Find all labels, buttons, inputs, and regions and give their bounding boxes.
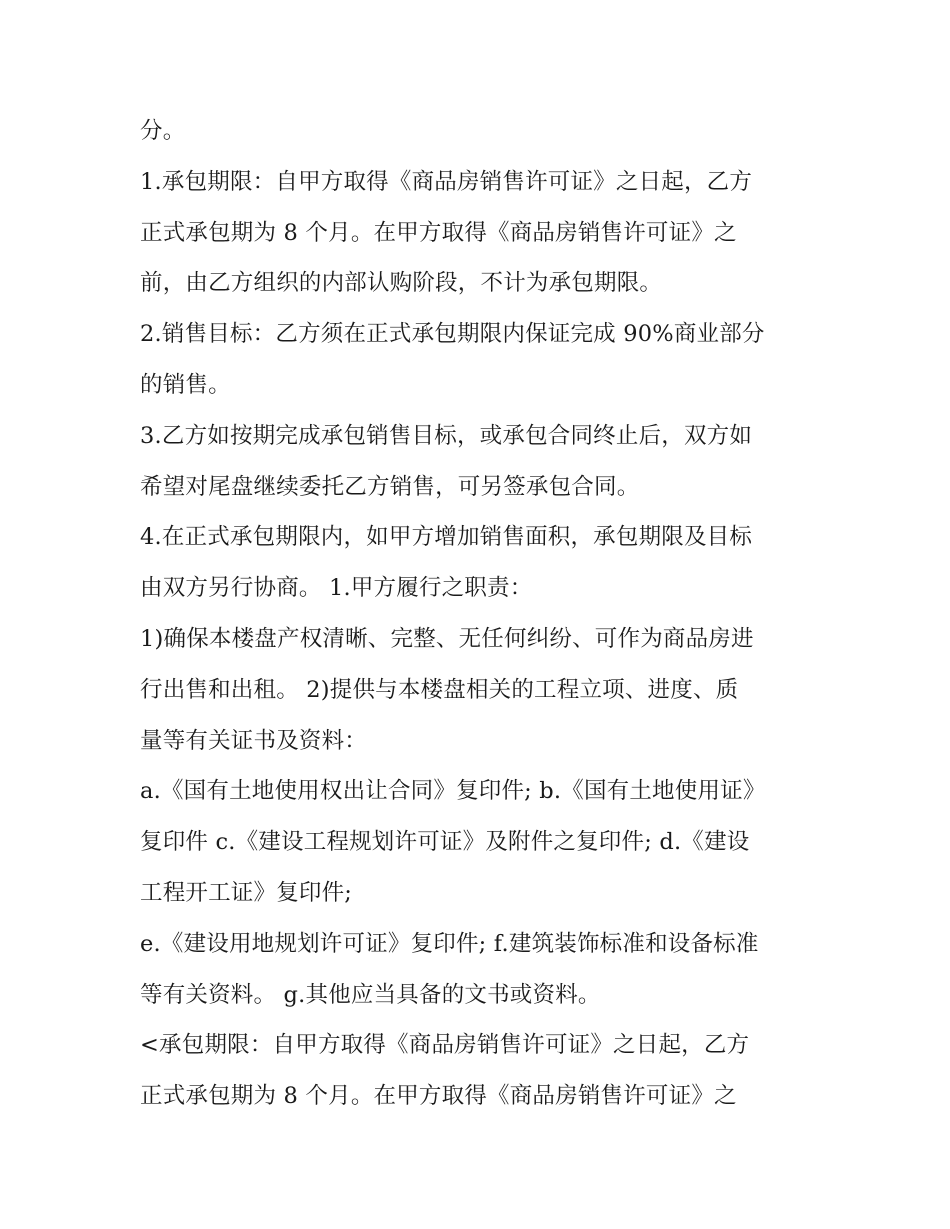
text-line: 量等有关证书及资料： <box>140 727 368 754</box>
text-line: 希望对尾盘继续委托乙方销售，可另签承包合同。 <box>140 473 640 500</box>
text-line: 工程开工证》复印件; <box>140 879 353 906</box>
text-line: 前，由乙方组织的内部认购阶段，不计为承包期限。 <box>140 270 663 297</box>
text-line: 分。 <box>140 118 186 144</box>
text-line: a.《国有土地使用权出让合同》复印件; b.《国有土地使用证》 <box>140 778 766 805</box>
text-line: 3.乙方如按期完成承包销售目标，或承包合同终止后，双方如 <box>140 422 753 449</box>
document-body <box>140 106 820 1122</box>
text-line: 1)确保本楼盘产权清晰、完整、无任何纠纷、可作为商品房进 <box>140 625 754 652</box>
text-line: 4.在正式承包期限内，如甲方增加销售面积，承包期限及目标 <box>140 524 753 551</box>
text-line: 由双方另行协商。 1.甲方履行之职责： <box>140 575 533 602</box>
text-line: 1.承包期限：自甲方取得《商品房销售许可证》之日起，乙方 <box>140 168 753 195</box>
text-line: 等有关资料。 g.其他应当具备的文书或资料。 <box>140 981 601 1008</box>
text-line: 正式承包期为 8 个月。在甲方取得《商品房销售许可证》之 <box>140 219 737 246</box>
text-line: <承包期限：自甲方取得《商品房销售许可证》之日起，乙方 <box>140 1032 750 1059</box>
text-line: 正式承包期为 8 个月。在甲方取得《商品房销售许可证》之 <box>140 1083 737 1110</box>
text-line: e.《建设用地规划许可证》复印件; f.建筑装饰标准和设备标准 <box>140 930 759 957</box>
text-line: 行出售和出租。 2)提供与本楼盘相关的工程立项、进度、质 <box>140 676 739 703</box>
text-line: 的销售。 <box>140 371 231 398</box>
text-line: 复印件 c.《建设工程规划许可证》及附件之复印件; d.《建设 <box>140 829 750 856</box>
text-line: 2.销售目标：乙方须在正式承包期限内保证完成 90%商业部分 <box>140 321 765 348</box>
